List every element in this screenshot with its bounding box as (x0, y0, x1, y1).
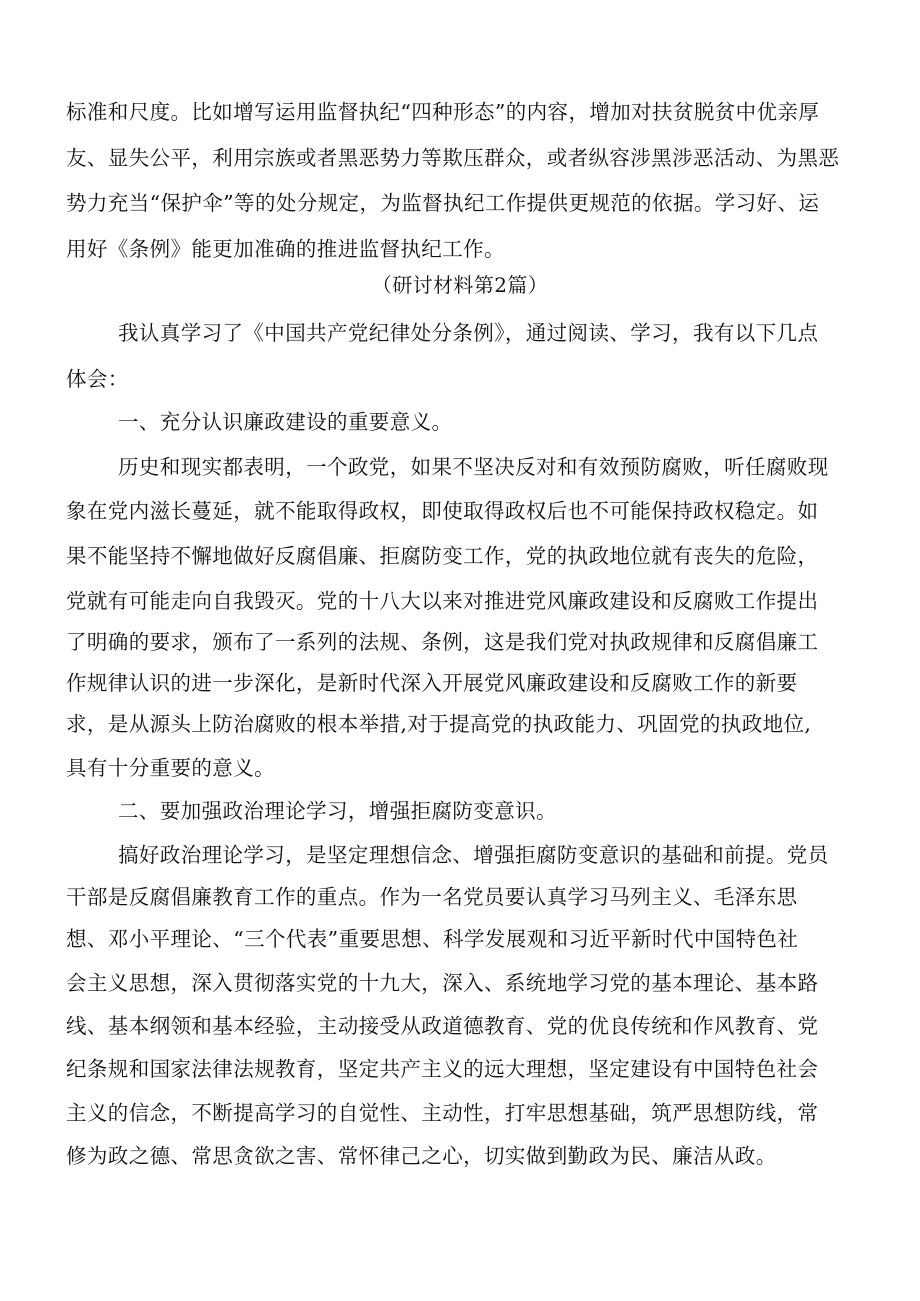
text-line: 纪条规和国家法律法规教育，坚定共产主义的远大理想，坚定建设有中国特色社会 (66, 1057, 819, 1081)
subheading: 二、要加强政治理论学习，增强拒腐防变意识。 (118, 799, 557, 823)
text-line: 求，是从源头上防治腐败的根本举措,对于提高党的执政能力、巩固党的执政地位, (66, 712, 812, 736)
text-line: 体会： (66, 367, 129, 391)
text-line: 标准和尺度。比如增写运用监督执纪“四种形态”的内容，增加对扶贫脱贫中优亲厚 (66, 100, 820, 124)
subheading: 一、充分认识廉政建设的重要意义。 (118, 410, 453, 434)
text-line: 会主义思想，深入贯彻落实党的十九大，深入、系统地学习党的基本理论、基本路 (66, 971, 819, 995)
text-line: 修为政之德、常思贪欲之害、常怀律己之心，切实做到勤政为民、廉洁从政。 (66, 1144, 777, 1168)
text-line: 作规律认识的进一步深化，是新时代深入开展党风廉政建设和反腐败工作的新要 (66, 671, 798, 695)
text-line: 干部是反腐倡廉教育工作的重点。作为一名党员要认真学习马列主义、毛泽东思 (66, 885, 798, 909)
text-line: 果不能坚持不懈地做好反腐倡廉、拒腐防变工作，党的执政地位就有丧失的危险， (66, 544, 819, 568)
text-line: 党就有可能走向自我毁灭。党的十八大以来对推进党风廉政建设和反腐败工作提出 (66, 589, 819, 613)
section-heading: （研讨材料第2篇） (371, 273, 549, 297)
text-line: 历史和现实都表明，一个政党，如果不坚决反对和有效预防腐败，听任腐败现 (118, 455, 829, 479)
text-line: 象在党内滋长蔓延，就不能取得政权，即使取得政权后也不可能保持政权稳定。如 (66, 499, 819, 523)
text-line: 搞好政治理论学习，是坚定理想信念、增强拒腐防变意识的基础和前提。党员 (118, 843, 829, 867)
text-line: 用好《条例》能更加准确的推进监督执纪工作。 (66, 237, 505, 261)
text-line: 具有十分重要的意义。 (66, 756, 275, 780)
text-line: 主义的信念，不断提高学习的自觉性、主动性，打牢思想基础，筑严思想防线，常 (66, 1101, 819, 1125)
text-line: 我认真学习了《中国共产党纪律处分条例》，通过阅读、学习，我有以下几点 (118, 321, 819, 345)
text-line: 线、基本纲领和基本经验，主动接受从政道德教育、党的优良传统和作风教育、党 (66, 1014, 819, 1038)
text-line: 势力充当“保护伞”等的处分规定，为监督执纪工作提供更规范的依据。学习好、运 (66, 191, 820, 215)
text-line: 友、显失公平，利用宗族或者黑恶势力等欺压群众，或者纵容涉黑涉恶活动、为黑恶 (66, 146, 840, 170)
text-line: 想、邓小平理论、“三个代表”重要思想、科学发展观和习近平新时代中国特色社 (66, 927, 799, 951)
text-line: 了明确的要求，颁布了一系列的法规、条例，这是我们党对执政规律和反腐倡廉工 (66, 630, 819, 654)
